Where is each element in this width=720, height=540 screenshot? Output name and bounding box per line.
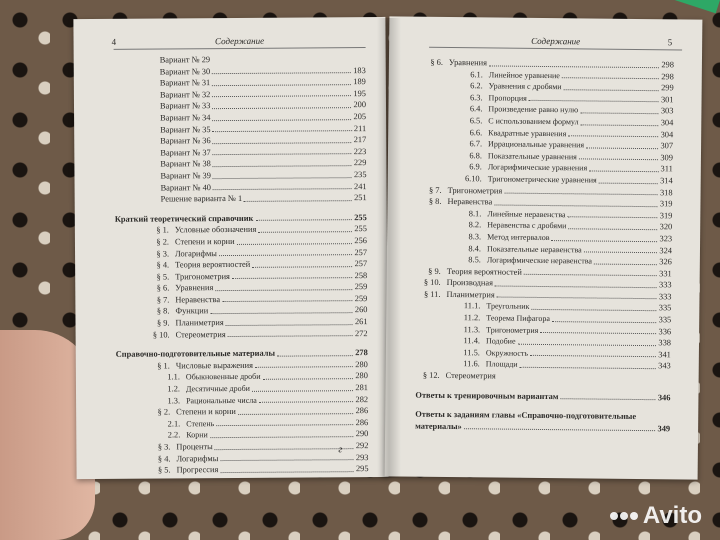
toc-entry-number: 8.1. <box>468 208 482 219</box>
toc-dot-leader <box>531 301 657 311</box>
toc-page-number: 295 <box>355 464 369 474</box>
toc-page-number: 278 <box>355 348 368 358</box>
toc-entry-label: Площади <box>485 359 518 370</box>
toc-entry-label: Числовые выражения <box>175 360 253 371</box>
toc-dot-leader <box>213 134 352 144</box>
toc-dot-leader <box>215 281 352 291</box>
toc-entry-label: Производная <box>446 278 494 288</box>
toc-entry-number: § 11. <box>424 289 441 299</box>
toc-dot-leader <box>255 212 352 221</box>
toc-entry-label: Решение варианта № 1 <box>160 194 243 204</box>
toc-entry-label: Вариант № 34 <box>160 113 211 123</box>
toc-dot-leader <box>520 359 657 369</box>
toc-entry-number: 11.2. <box>463 313 481 323</box>
toc-page-number: 286 <box>355 406 369 416</box>
toc-page-number: 293 <box>355 452 369 462</box>
toc-entry-number: 6.10. <box>464 174 482 184</box>
toc-entry-label: Показательные уравнения <box>487 151 577 162</box>
toc-entry-label: Функции <box>175 306 209 316</box>
toc-dot-leader <box>212 111 351 121</box>
toc-page-number: 336 <box>658 326 672 336</box>
toc-entry-number: § 5. <box>156 272 170 282</box>
toc-dot-leader <box>215 440 354 450</box>
header-title: Содержание <box>214 35 265 47</box>
table-of-contents <box>415 57 674 435</box>
toc-entry-label: Обыкновенные дроби <box>185 372 261 382</box>
toc-dot-leader <box>498 371 669 381</box>
toc-dot-leader <box>259 394 354 403</box>
toc-page-number: 183 <box>353 65 366 75</box>
toc-page-number: 304 <box>660 129 674 139</box>
table-of-contents <box>114 53 369 477</box>
toc-entry-number: § 2. <box>156 237 169 247</box>
toc-page-number: 223 <box>353 146 367 156</box>
toc-entry-number: § 5. <box>157 465 171 475</box>
toc-entry-number: 1.3. <box>167 395 181 406</box>
toc-entry-label: Логарифмы <box>175 248 217 258</box>
toc-entry-number: § 1. <box>157 361 170 371</box>
toc-page-number: 261 <box>354 317 368 327</box>
book-gutter <box>377 18 401 478</box>
toc-dot-leader <box>213 169 352 179</box>
toc-dot-leader <box>579 151 659 160</box>
toc-entry-number: 8.3. <box>468 232 482 242</box>
toc-page-number: 318 <box>659 187 673 197</box>
toc-page-number: 303 <box>660 106 674 116</box>
toc-dot-leader <box>262 371 353 380</box>
toc-entry-label: Тригонометрия <box>175 271 230 282</box>
toc-page-number: 324 <box>659 245 673 255</box>
toc-page-number: 333 <box>658 292 672 302</box>
toc-page-number: 298 <box>661 71 674 81</box>
avito-logo-icon <box>610 512 638 520</box>
toc-entry-label: Планиметрия <box>446 289 495 300</box>
toc-entry-number: § 8. <box>428 196 442 207</box>
toc-page-number: 229 <box>353 158 367 168</box>
toc-dot-leader <box>258 223 352 232</box>
toc-page-number: 346 <box>657 392 671 402</box>
toc-dot-leader <box>219 247 353 257</box>
toc-entry-number: § 10. <box>423 278 441 288</box>
toc-page-number: 282 <box>355 394 369 404</box>
toc-entry-label: Квадратные уравнения <box>488 127 567 138</box>
toc-entry-label: Вариант № 30 <box>159 66 211 77</box>
toc-entry-label: Логарифмы <box>176 453 219 463</box>
toc-dot-leader <box>244 192 352 201</box>
toc-entry-number: 11.1. <box>463 301 481 311</box>
toc-dot-leader <box>552 313 657 323</box>
page-number: 5 <box>667 37 673 48</box>
toc-entry-label: С использованием формул <box>488 116 579 127</box>
toc-page-number: 272 <box>355 328 368 338</box>
toc-entry-number: § 6. <box>156 283 170 293</box>
toc-entry-number: § 3. <box>157 442 171 452</box>
toc-entry-label: Линейное уравнение <box>488 70 560 80</box>
toc-entry-number: § 2. <box>157 407 171 417</box>
toc-entry-label: Иррациональные уравнения <box>488 139 585 150</box>
toc-entry-number: 11.3. <box>463 324 481 334</box>
toc-page-number: 260 <box>354 305 368 315</box>
watermark-text: Avito <box>642 502 702 529</box>
toc-dot-leader <box>226 316 353 325</box>
toc-dot-leader <box>212 100 351 110</box>
toc-page-number: 255 <box>354 212 367 222</box>
toc-entry-label: Показательные неравенства <box>486 243 582 254</box>
toc-entry-label: Логарифмические уравнения <box>487 162 588 173</box>
toc-entry-label: Треугольник <box>486 301 530 312</box>
toc-dot-leader <box>489 57 659 67</box>
toc-entry <box>415 420 670 434</box>
toc-page-number: 304 <box>660 118 674 128</box>
toc-entry-label: Ответы к заданиям главы «Справочно-подготовительные <box>415 409 637 422</box>
toc-entry-label: Степень <box>186 418 215 429</box>
toc-dot-leader <box>210 305 353 315</box>
toc-dot-leader <box>210 429 354 439</box>
toc-dot-leader <box>212 65 351 75</box>
toc-page-number: 256 <box>354 235 367 246</box>
toc-dot-leader <box>552 232 658 242</box>
toc-dot-leader <box>518 336 657 346</box>
toc-entry-label: Вариант № 32 <box>159 89 211 100</box>
left-page <box>73 17 388 479</box>
toc-page-number: 257 <box>354 259 368 269</box>
header-title: Содержание <box>531 35 581 47</box>
toc-dot-leader <box>524 266 657 276</box>
toc-entry-label: Теория вероятностей <box>175 259 251 270</box>
toc-entry <box>117 463 369 476</box>
toc-page-number: 319 <box>659 210 673 221</box>
toc-entry-label: Вариант № 33 <box>159 101 211 111</box>
toc-page-number: 331 <box>659 268 672 279</box>
toc-entry-label: Прогрессия <box>176 465 219 475</box>
toc-entry-label: Линейные неравенства <box>487 209 566 219</box>
toc-page-number: 309 <box>660 152 674 163</box>
toc-entry-number: 6.5. <box>469 116 483 126</box>
toc-dot-leader <box>540 325 656 335</box>
toc-entry-label: Вариант № 39 <box>160 171 211 181</box>
toc-dot-leader <box>584 244 658 253</box>
toc-dot-leader <box>212 53 364 63</box>
toc-entry-label: Неравенства <box>175 294 221 305</box>
toc-entry-label: Вариант № 29 <box>159 55 211 65</box>
toc-entry-label: Метод интервалов <box>487 232 550 242</box>
toc-entry-label: Вариант № 40 <box>160 182 211 193</box>
toc-page-number: 258 <box>354 270 368 280</box>
toc-page-number: 292 <box>355 441 369 451</box>
toc-page-number: 311 <box>660 164 673 174</box>
toc-entry-label: Вариант № 38 <box>160 159 211 169</box>
toc-entry-label: Краткий теоретический справочник <box>114 213 254 224</box>
toc-entry-number: 1.2. <box>167 384 181 394</box>
toc-entry-label: Тригонометрические уравнения <box>487 174 597 185</box>
toc-page-number: 290 <box>355 429 369 439</box>
toc-page-number: 255 <box>354 224 367 234</box>
toc-dot-leader <box>212 76 351 86</box>
toc-page-number: 335 <box>658 315 672 325</box>
toc-entry-label: Пропорция <box>488 93 527 103</box>
toc-page-number: 320 <box>659 222 673 232</box>
toc-entry-number: 6.9. <box>469 162 482 172</box>
toc-entry-label: Подобие <box>485 336 516 346</box>
toc-dot-leader <box>222 293 353 303</box>
toc-entry-label: Десятичные дроби <box>185 383 250 394</box>
toc-entry-number: § 1. <box>156 225 169 235</box>
toc-page-number: 298 <box>661 60 674 70</box>
toc-entry-number: 11.5. <box>463 348 480 358</box>
toc-page-number: 307 <box>660 141 674 151</box>
toc-page-number: 235 <box>353 169 367 180</box>
toc-dot-leader <box>568 209 658 219</box>
toc-dot-leader <box>560 391 655 401</box>
toc-entry-number: § 7. <box>428 185 442 195</box>
toc-entry-label: Стереометрия <box>175 329 226 340</box>
toc-entry-label: Тригонометрия <box>486 325 539 335</box>
toc-entry-label: Вариант № 36 <box>160 136 211 146</box>
toc-page-number: 200 <box>353 100 367 110</box>
toc-entry-label: Планиметрия <box>175 318 224 328</box>
toc-entry-label: Стереометрия <box>445 371 496 381</box>
toc-entry-number: § 7. <box>156 295 170 305</box>
toc-dot-leader <box>464 421 656 432</box>
page-header <box>429 35 682 51</box>
toc-page-number: 217 <box>353 135 367 145</box>
toc-entry-label: Вариант № 31 <box>159 78 211 88</box>
toc-entry-number: § 8. <box>156 306 170 316</box>
toc-dot-leader <box>589 163 659 172</box>
toc-dot-leader <box>277 347 353 356</box>
toc-entry-label: Уравнения с дробями <box>488 81 562 92</box>
toc-dot-leader <box>564 81 660 91</box>
toc-dot-leader <box>220 452 354 462</box>
toc-dot-leader <box>494 197 658 207</box>
toc-page-number: 299 <box>661 83 674 93</box>
toc-dot-leader <box>212 88 351 98</box>
toc-entry-label: Вариант № 37 <box>160 147 211 158</box>
toc-page-number: 257 <box>354 247 368 257</box>
toc-entry-label: Неравенства с дробями <box>487 220 567 231</box>
toc-page-number: 280 <box>355 371 368 381</box>
toc-dot-leader <box>599 175 659 184</box>
toc-dot-leader <box>495 278 657 288</box>
toc-page-number: 251 <box>354 193 367 203</box>
footer-mark: г <box>338 444 343 456</box>
toc-dot-leader <box>504 185 658 195</box>
toc-entry-label: Неравенства <box>447 197 493 207</box>
page-header <box>111 35 366 50</box>
toc-entry-label: Справочно-подготовительные материалы <box>115 348 276 360</box>
toc-entry-label: Окружность <box>485 348 529 358</box>
toc-page-number: 259 <box>354 293 368 304</box>
toc-entry-label: Ответы к тренировочным вариантам <box>415 390 559 401</box>
toc-page-number: 286 <box>355 417 369 427</box>
toc-page-number: 319 <box>659 199 673 209</box>
toc-dot-leader <box>580 105 659 114</box>
toc-entry-label: Тригонометрия <box>447 185 503 196</box>
toc-entry-number: 6.2. <box>470 81 483 91</box>
open-book <box>75 18 700 478</box>
toc-entry-number: § 4. <box>157 454 171 464</box>
toc-dot-leader <box>638 411 668 420</box>
toc-page-number: 326 <box>659 257 672 267</box>
toc-dot-leader <box>594 256 657 265</box>
page-number: 4 <box>111 36 117 47</box>
toc-page-number: 259 <box>354 282 368 292</box>
toc-page-number: 211 <box>353 123 367 133</box>
right-page <box>385 16 703 479</box>
toc-entry-number: 11.4. <box>463 336 481 346</box>
toc-page-number: 314 <box>660 176 673 186</box>
toc-dot-leader <box>252 382 354 391</box>
toc-page-number: 343 <box>658 361 671 371</box>
toc-page-number: 280 <box>355 359 368 369</box>
toc-dot-leader <box>220 463 354 473</box>
toc-entry-label: Проценты <box>176 442 213 452</box>
avito-watermark <box>610 502 702 530</box>
toc-entry-number: 1.1. <box>167 372 180 382</box>
toc-page-number: 333 <box>659 280 672 290</box>
toc-page-number: 301 <box>660 95 674 105</box>
toc-dot-leader <box>568 128 658 138</box>
toc-entry-number: § 9. <box>156 318 170 328</box>
toc-page-number: 338 <box>658 338 672 348</box>
toc-dot-leader <box>213 123 352 133</box>
toc-entry-number: § 4. <box>156 260 170 270</box>
toc-entry-number: § 10. <box>152 330 170 340</box>
toc-dot-leader <box>252 258 352 267</box>
toc-page-number: 205 <box>353 112 367 122</box>
toc-page-number: 241 <box>353 181 367 191</box>
toc-entry-number: 6.8. <box>469 150 483 161</box>
toc-dot-leader <box>213 181 352 191</box>
toc-entry-number: 6.3. <box>469 93 483 103</box>
toc-entry-label: Произведение равно нулю <box>488 104 579 115</box>
toc-dot-leader <box>213 146 352 156</box>
toc-entry-label: Теорема Пифагора <box>486 313 550 324</box>
toc-dot-leader <box>497 289 657 299</box>
toc-entry-number: 6.6. <box>469 127 483 137</box>
toc-dot-leader <box>237 235 353 244</box>
toc-dot-leader <box>586 140 658 149</box>
toc-entry-number: § 3. <box>156 248 170 259</box>
toc-entry-label: материалы» <box>415 421 462 431</box>
toc-entry-label: Степени и корни <box>174 236 235 247</box>
toc-dot-leader <box>228 328 353 337</box>
toc-entry-number: § 12. <box>422 370 440 380</box>
toc-entry-number: 6.1. <box>470 69 483 79</box>
toc-entry-label: Уравнения <box>448 57 488 68</box>
toc-entry-number: 8.2. <box>468 220 482 230</box>
toc-entry-number: 8.4. <box>468 243 482 253</box>
toc-entry-label: Уравнения <box>175 283 214 293</box>
toc-dot-leader <box>255 359 353 368</box>
toc-entry-number: 6.4. <box>469 104 483 114</box>
toc-entry-label: Степени и корни <box>176 407 236 417</box>
toc-entry-label: Рациональные числа <box>186 395 257 405</box>
toc-page-number: 281 <box>355 383 369 393</box>
toc-entry-number: 8.5. <box>468 255 481 265</box>
toc-entry-label: Условные обозначения <box>174 225 257 235</box>
toc-entry-number: 11.6. <box>463 359 480 369</box>
toc-dot-leader <box>529 93 659 103</box>
toc-dot-leader <box>562 70 659 80</box>
toc-dot-leader <box>568 221 657 231</box>
toc-entry-label: Корни <box>186 430 208 440</box>
toc-page-number: 323 <box>659 234 673 244</box>
toc-entry-label: Логарифмические неравенства <box>486 255 593 266</box>
toc-entry-number: 2.2. <box>167 430 181 440</box>
toc-dot-leader <box>216 417 353 427</box>
toc-entry-number: 6.7. <box>469 139 483 149</box>
toc-page-number: 195 <box>353 88 366 98</box>
toc-entry-label: Теория вероятностей <box>446 266 522 277</box>
toc-page-number: 349 <box>657 424 671 434</box>
toc-page-number: 335 <box>658 303 672 313</box>
toc-dot-leader <box>530 348 656 358</box>
toc-page-number: 341 <box>658 350 671 360</box>
toc-dot-leader <box>232 270 353 279</box>
toc-dot-leader <box>213 157 352 167</box>
toc-entry-label: Вариант № 35 <box>160 124 211 135</box>
toc-dot-leader <box>238 405 354 414</box>
toc-page-number: 189 <box>353 77 366 87</box>
toc-entry-number: 2.1. <box>167 419 181 429</box>
toc-dot-leader <box>581 116 659 125</box>
toc-entry-number: § 9. <box>428 266 441 276</box>
toc-entry-number: § 6. <box>430 57 443 67</box>
